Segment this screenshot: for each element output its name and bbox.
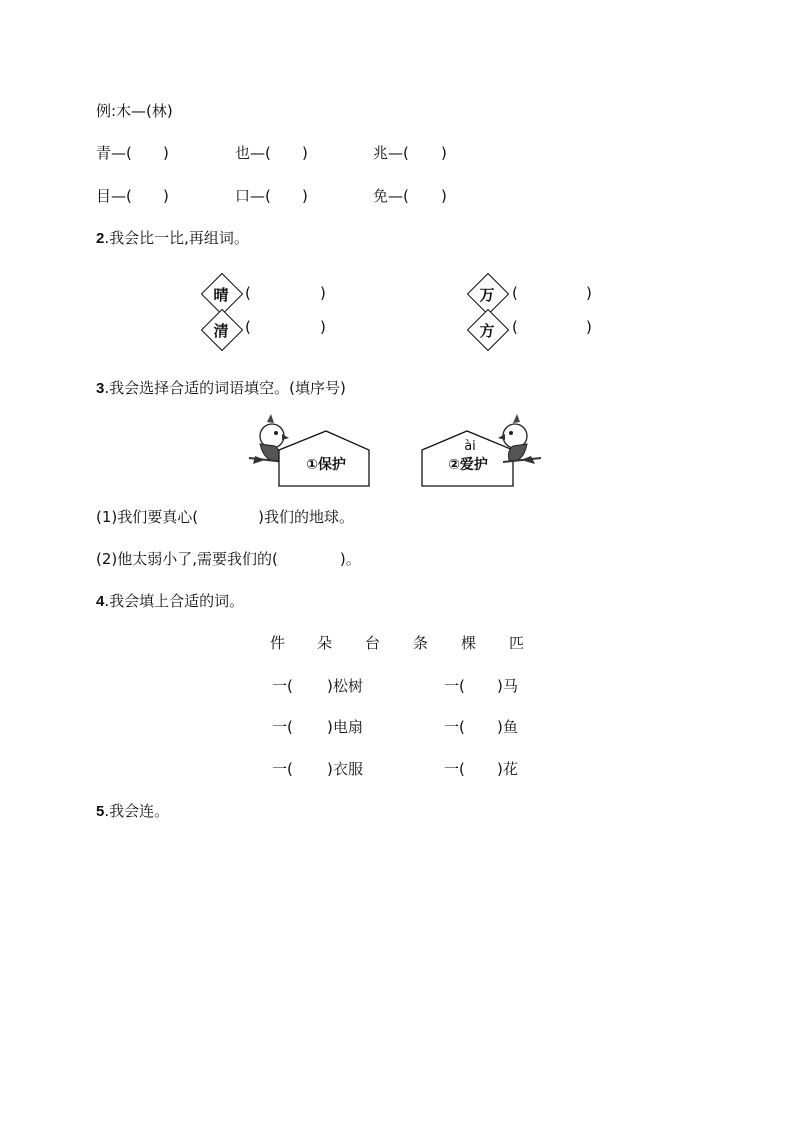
blank-close[interactable]: ) [327, 677, 333, 695]
q1-blank-close[interactable]: ) [302, 187, 308, 205]
paren-open[interactable]: ( [512, 318, 518, 336]
blank-open: 一( [444, 760, 465, 778]
word-bank-item: 棵 [461, 634, 477, 652]
q1-item: 青—( [96, 144, 132, 162]
blank-close[interactable]: ) [497, 718, 503, 736]
q1-item: 口—( [235, 187, 271, 205]
q5-heading [96, 801, 169, 822]
diamond-char: 晴 [213, 286, 229, 304]
word-bank-item: 台 [365, 634, 381, 652]
blank-open: 一( [444, 718, 465, 736]
blank-close[interactable]: ) [497, 760, 503, 778]
diamond-char: 方 [479, 322, 495, 340]
word-bank-item: 条 [413, 634, 429, 652]
word-bank-item: 匹 [509, 634, 525, 652]
blank-close[interactable]: ) [497, 677, 503, 695]
noun-word: 马 [503, 677, 519, 695]
paren-close[interactable]: ) [320, 318, 326, 336]
q4-heading [96, 591, 244, 612]
house-label: ①保护 [306, 457, 346, 473]
paren-close[interactable]: ) [586, 284, 592, 302]
noun-word: 松树 [333, 677, 364, 695]
sentence-text: (1)我们要真心( [96, 508, 199, 526]
paren-open[interactable]: ( [512, 284, 518, 302]
q2-number: 2 [96, 230, 105, 247]
q3-heading [96, 378, 346, 399]
q4-number: 4 [96, 593, 105, 610]
sentence-text: (2)他太弱小了,需要我们的( [96, 550, 278, 568]
pinyin-label: ài [464, 439, 476, 454]
q3-title: .我会选择合适的词语填空。(填序号) [104, 379, 346, 397]
q3-number: 3 [96, 380, 105, 397]
q5-number: 5 [96, 803, 105, 820]
q1-blank-close[interactable]: ) [163, 144, 169, 162]
blank-close[interactable]: ) [327, 760, 333, 778]
diamond-char: 万 [479, 286, 495, 304]
word-bank-item: 朵 [317, 634, 333, 652]
q1-blank-close[interactable]: ) [441, 187, 447, 205]
q1-item: 兆—( [373, 144, 409, 162]
paren-open[interactable]: ( [245, 318, 251, 336]
word-bank-item: 件 [270, 634, 286, 652]
q1-item: 也—( [235, 144, 271, 162]
q1-blank-close[interactable]: ) [302, 144, 308, 162]
noun-word: 花 [503, 760, 519, 778]
diamond-char: 清 [213, 322, 229, 340]
paren-close[interactable]: ) [586, 318, 592, 336]
sentence-text: )。 [339, 550, 361, 568]
word-houses-illustration [245, 412, 545, 494]
q1-item: 免—( [373, 187, 409, 205]
blank-open: 一( [272, 718, 293, 736]
paren-close[interactable]: ) [320, 284, 326, 302]
blank-close[interactable]: ) [327, 718, 333, 736]
noun-word: 衣服 [333, 760, 364, 778]
blank-open: 一( [272, 760, 293, 778]
q1-blank-close[interactable]: ) [441, 144, 447, 162]
example-line: 例:木—(林) [96, 102, 173, 120]
q1-blank-close[interactable]: ) [163, 187, 169, 205]
noun-word: 鱼 [503, 718, 519, 736]
house-label: ②爱护 [448, 457, 488, 473]
noun-word: 电扇 [333, 718, 364, 736]
q3-sentence-2 [96, 549, 361, 569]
q2-heading [96, 228, 249, 249]
paren-open[interactable]: ( [245, 284, 251, 302]
sentence-text: )我们的地球。 [258, 508, 354, 526]
q3-sentence-1 [96, 507, 354, 527]
q5-title: .我会连。 [104, 802, 170, 820]
blank-open: 一( [272, 677, 293, 695]
blank-open: 一( [444, 677, 465, 695]
q4-title: .我会填上合适的词。 [104, 592, 245, 610]
q2-title: .我会比一比,再组词。 [104, 229, 249, 247]
q1-item: 目—( [96, 187, 132, 205]
